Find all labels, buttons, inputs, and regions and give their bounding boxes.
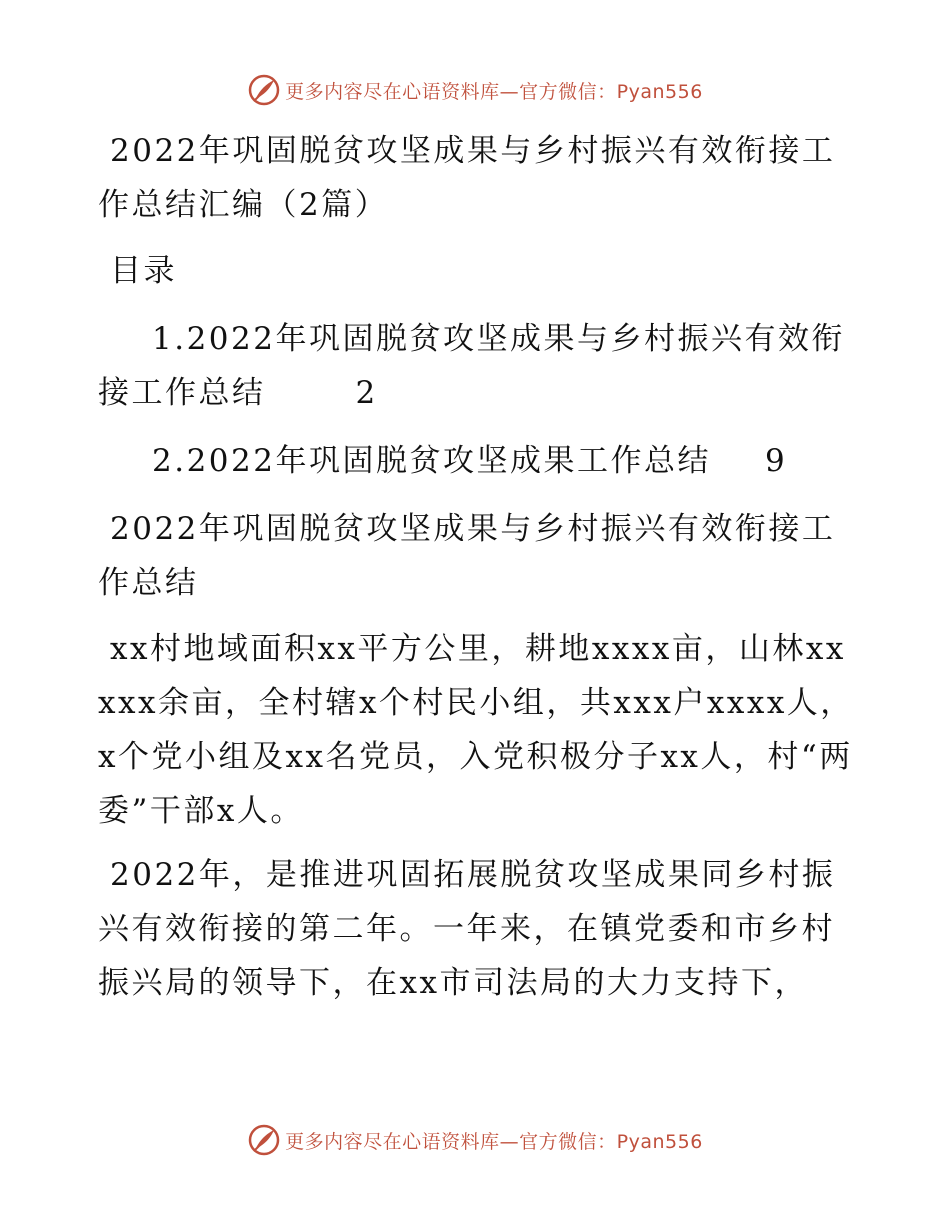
footer-watermark [0, 1120, 950, 1160]
watermark-text: 更多内容尽在心语资料库—官方微信：Pyan556 [285, 80, 703, 103]
toc-item-page: 9 [764, 443, 788, 479]
body-paragraph: xx村地域面积xx平方公里，耕地xxxx亩，山林xxxxx余亩，全村辖x个村民小组，共xxx户xxxx人，x个党小组及xx名党员，入党积极分子xx人，村“两委”干部x人。 [98, 631, 854, 829]
toc-item-text: 1.2022年巩固脱贫攻坚成果与乡村振兴有效衔接工作总结 [98, 321, 845, 411]
quill-logo-icon [247, 73, 281, 107]
section-title: 2022年巩固脱贫攻坚成果与乡村振兴有效衔接工作总结 [98, 511, 836, 601]
toc-item[interactable] [98, 312, 858, 420]
document-title: 2022年巩固脱贫攻坚成果与乡村振兴有效衔接工作总结汇编（2篇） [98, 133, 836, 223]
document-body [98, 124, 858, 1020]
quill-logo-icon [247, 1123, 281, 1157]
watermark-text: 更多内容尽在心语资料库—官方微信：Pyan556 [285, 1130, 703, 1153]
toc-item-text: 2.2022年巩固脱贫攻坚成果工作总结 [152, 443, 711, 479]
toc-item[interactable] [98, 434, 858, 488]
header-watermark [0, 70, 950, 110]
toc-item-page: 2 [355, 375, 378, 411]
toc-heading: 目录 [110, 253, 177, 289]
body-paragraph: 2022年，是推进巩固拓展脱贫攻坚成果同乡村振兴有效衔接的第二年。一年来，在镇党委和市乡村振兴局的领导下，在xx市司法局的大力支持下， [98, 857, 836, 1001]
